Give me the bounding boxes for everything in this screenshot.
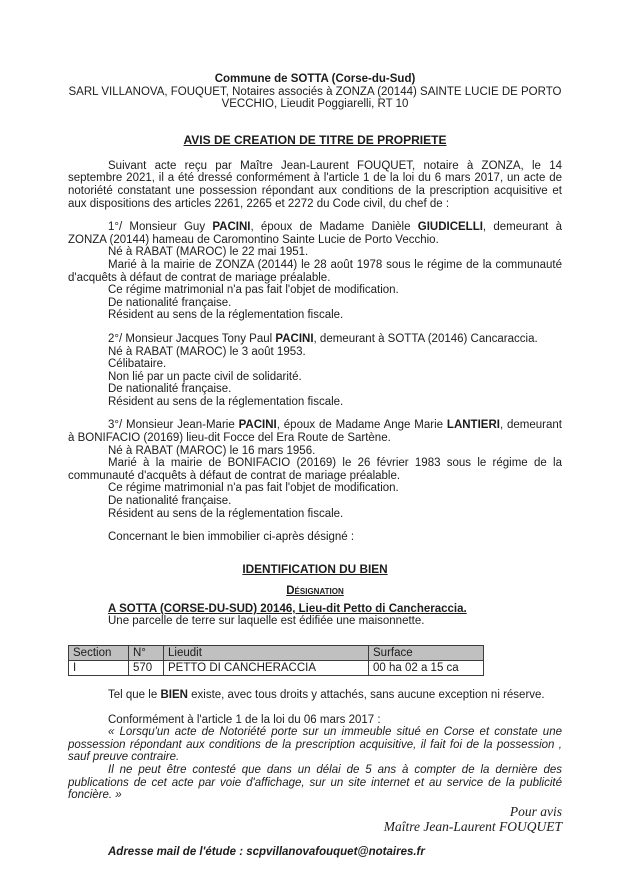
parcel-table: [68, 645, 484, 676]
cell-number: 570: [129, 661, 164, 676]
table-row: [69, 661, 484, 676]
cell-surface: 00 ha 02 a 15 ca: [369, 661, 484, 676]
person-3-seg-b: , époux de Madame Ange Marie: [276, 419, 447, 432]
person-block-2: [68, 333, 562, 409]
bien-word: BIEN: [160, 689, 188, 701]
person-1-heading: [68, 221, 562, 246]
person-1-detail-line: Résident au sens de la réglementation fiscale.: [108, 309, 344, 322]
person-1-name-a: PACINI: [212, 221, 251, 234]
person-block-1: [68, 221, 562, 322]
table-header-number: N°: [129, 646, 164, 661]
person-2-detail-line: Né à RABAT (MAROC) le 3 août 1953.: [108, 345, 306, 358]
notary-office-line-1: SARL VILLANOVA, FOUQUET, Notaires associés à ZONZA (20144) SAINTE LUCIE DE PORTO: [68, 85, 562, 98]
designation-heading: Désignation: [286, 584, 344, 597]
email-line: Adresse mail de l'étude : scpvillanovafouquet@notaires.fr: [108, 845, 425, 858]
parcel-heading: A SOTTA (CORSE-DU-SUD) 20146, Lieu-dit Petto di Cancheraccia.: [108, 602, 467, 615]
person-3-detail-line: Né à RABAT (MAROC) le 16 mars 1956.: [108, 444, 316, 457]
person-2-detail-line: De nationalité française.: [108, 383, 232, 396]
person-3-seg-a: 3°/ Monsieur Jean-Marie: [108, 419, 239, 432]
person-2-seg-b: , demeurant à SOTTA (20146) Cancaraccia.: [313, 332, 538, 345]
cell-section: I: [69, 661, 129, 676]
person-3-detail-line: Marié à la mairie de BONIFACIO (20169) le 26 février 1983 sous le régime de la communauté d'acquêts à défaut de contrat de mariage préalable.: [68, 457, 562, 482]
person-3-detail-line: De nationalité française.: [108, 495, 232, 508]
person-1-detail-line: Ce régime matrimonial n'a pas fait l'objet de modification.: [108, 284, 399, 297]
parcel-description: Une parcelle de terre sur laquelle est édifiée une maisonnette.: [108, 615, 425, 628]
document-header: [68, 73, 562, 111]
person-1-name-b: GIUDICELLI: [417, 221, 483, 234]
identification-heading: IDENTIFICATION DU BIEN: [242, 561, 388, 576]
person-3-name-a: PACINI: [238, 419, 277, 432]
person-2-detail-line: Non lié par un pacte civil de solidarité.: [108, 370, 302, 383]
person-2-detail-line: Résident au sens de la réglementation fiscale.: [108, 395, 344, 408]
person-1-detail-line: De nationalité française.: [108, 296, 232, 309]
intro-paragraph: Suivant acte reçu par Maître Jean-Laurent FOUQUET, notaire à ZONZA, le 14 septembre 2021, il a été dressé conformément à l'article 1 de la loi du 6 mars 2017, un acte de notoriété constatant une possession répondant aux conditions de la prescription acquisitive et aux dispositions des articles 2261, 2265 et 2272 du Code civil, du chef de :: [68, 159, 562, 210]
bien-seg-b: existe, avec tous droits y attachés, sans aucune exception ni réserve.: [187, 689, 545, 701]
table-header-section: Section: [69, 646, 129, 661]
law-reference-line: Conformément à l'article 1 de la loi du 06 mars 2017 :: [108, 713, 381, 726]
bien-seg-a: Tel que le: [108, 689, 161, 701]
person-1-seg-a: 1°/ Monsieur Guy: [108, 221, 213, 234]
notary-office-line-2: VECCHIO, Lieudit Poggiarelli, RT 10: [221, 98, 409, 111]
table-header-lieudit: Lieudit: [164, 646, 369, 661]
bien-existence-line: [68, 689, 562, 702]
person-block-3: [68, 419, 562, 520]
person-2-detail-line: Célibataire.: [108, 358, 167, 371]
cell-lieudit: PETTO DI CANCHERACCIA: [164, 661, 369, 676]
person-3-heading: [68, 419, 562, 444]
person-3-detail-line: Résident au sens de la réglementation fiscale.: [108, 507, 344, 520]
person-3-seg-c: , demeurant à BONIFACIO (20169) lieu-dit Focce del Era Route de Sartène.: [68, 419, 562, 445]
commune-line: Commune de SOTTA (Corse-du-Sud): [214, 73, 416, 85]
table-header-surface: Surface: [369, 646, 484, 661]
signature-block: [68, 804, 562, 835]
person-1-detail-line: Né à RABAT (MAROC) le 22 mai 1951.: [108, 246, 309, 259]
person-3-name-b: LANTIERI: [446, 419, 500, 432]
property-intro-line: Concernant le bien immobilier ci-après désigné :: [108, 531, 355, 544]
person-1-seg-c: , demeurant à ZONZA (20144) hameau de Caromontino Sainte Lucie de Porto Vecchio.: [68, 221, 562, 246]
legal-quote-paragraph-2: Il ne peut être contesté que dans un délai de 5 ans à compter de la dernière des publications de cet acte par voie d'affichage, sur un site internet et au service de la publicité foncière. »: [68, 763, 562, 802]
table-header-row: [69, 646, 484, 661]
notice-title: AVIS DE CREATION DE TITRE DE PROPRIETE: [183, 132, 447, 147]
person-2-seg-a: 2°/ Monsieur Jacques Tony Paul: [108, 332, 276, 345]
notary-signature: Maître Jean-Laurent FOUQUET: [383, 819, 562, 835]
person-1-seg-b: , époux de Madame Danièle: [250, 221, 418, 234]
person-2-name-a: PACINI: [275, 332, 314, 345]
legal-quote-paragraph-1: « Lorsqu'un acte de Notoriété porte sur un immeuble situé en Corse et constate une possession répondant aux conditions de la prescription acquisitive, il fait foi de la possession , sauf preuve contraire.: [68, 726, 562, 764]
person-2-heading: [68, 333, 562, 346]
person-3-detail-line: Ce régime matrimonial n'a pas fait l'objet de modification.: [108, 482, 399, 495]
pour-avis-line: Pour avis: [509, 803, 562, 819]
person-1-detail-line: Marié à la mairie de ZONZA (20144) le 28 août 1978 sous le régime de la communauté d'acquêts à défaut de contrat de mariage préalable.: [68, 258, 562, 284]
